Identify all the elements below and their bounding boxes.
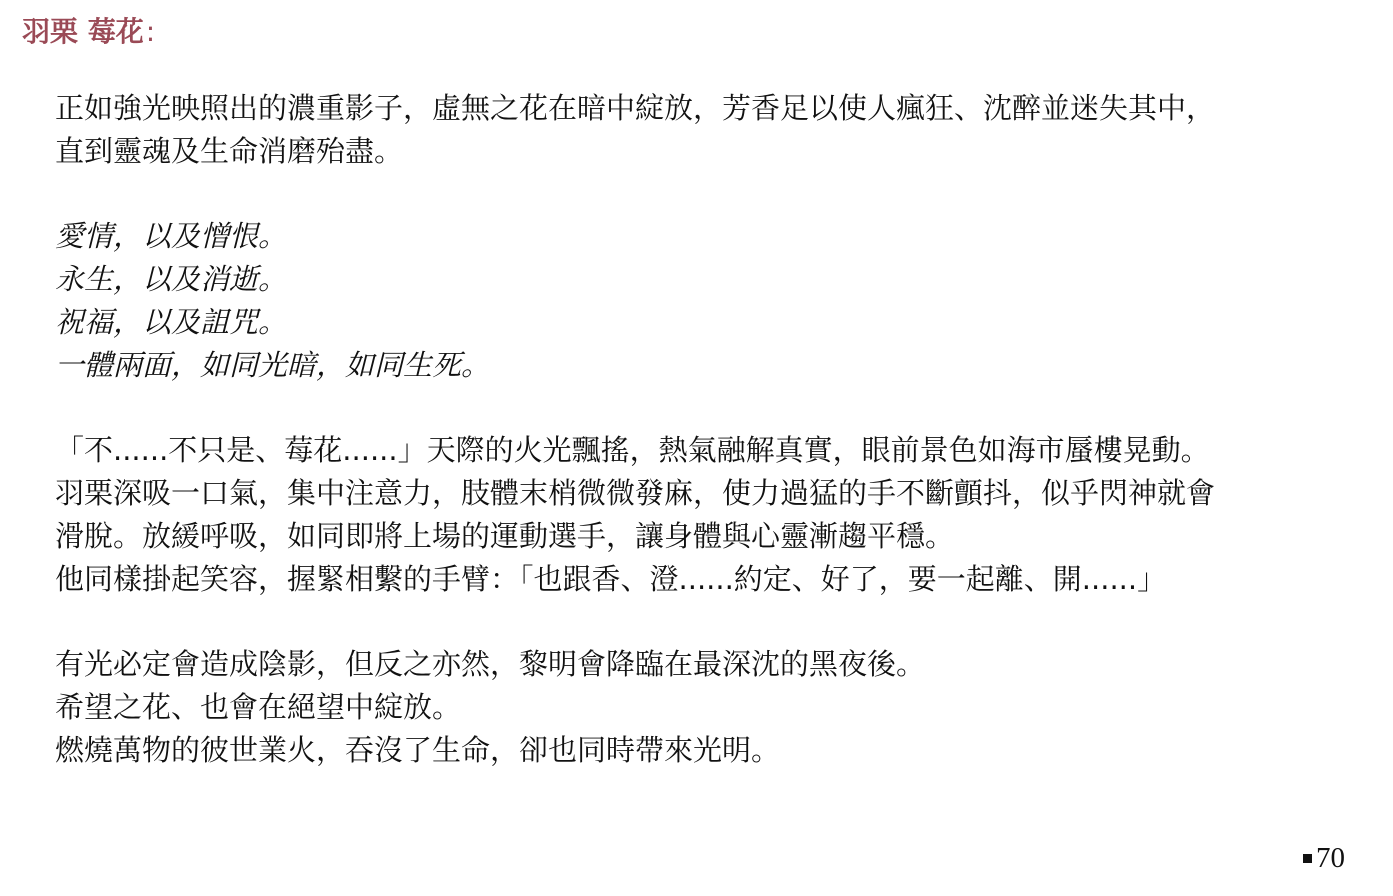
text-line: 正如強光映照出的濃重影子，虛無之花在暗中綻放，芳香足以使人瘋狂、沈醉並迷失其中， [55,91,1216,125]
paragraph-opening [55,87,1375,173]
text-line: 他同樣掛起笑容，握緊相繫的手臂：「也跟香、澄......約定、好了，要一起離、開......」 [55,562,1167,596]
text-line: 燃燒萬物的彼世業火，吞沒了生命，卻也同時帶來光明。 [55,733,781,767]
text-line: 羽栗深吸一口氣，集中注意力，肢體末梢微微發麻，使力過猛的手不斷顫抖，似乎閃神就會 [55,476,1216,510]
verse-line: 愛情，以及憎恨。 [55,219,288,253]
page-number [1303,840,1345,876]
page-number-value: 70 [1316,842,1345,874]
body-text [55,87,1375,814]
speaker-name: 羽栗 莓花 [22,15,144,48]
text-line: 有光必定會造成陰影，但反之亦然，黎明會降臨在最深沈的黑夜後。 [55,647,926,681]
speaker-colon: : [145,15,156,48]
text-line: 滑脫。放緩呼吸，如同即將上場的運動選手，讓身體與心靈漸趨平穩。 [55,519,955,553]
verse-line: 祝福，以及詛咒。 [55,305,288,339]
paragraph-dialogue [55,429,1375,601]
square-bullet-icon [1303,854,1312,863]
speaker-heading [22,10,155,54]
text-line: 直到靈魂及生命消磨殆盡。 [55,134,404,168]
text-line: 希望之花、也會在絕望中綻放。 [55,690,462,724]
paragraph-verse [55,215,1375,387]
verse-line: 永生，以及消逝。 [55,262,288,296]
text-line: 「不......不只是、莓花......」天際的火光飄搖，熱氣融解真實，眼前景色如海市蜃樓晃動。 [55,433,1210,467]
paragraph-closing [55,643,1375,772]
verse-line: 一體兩面，如同光暗，如同生死。 [55,348,491,382]
